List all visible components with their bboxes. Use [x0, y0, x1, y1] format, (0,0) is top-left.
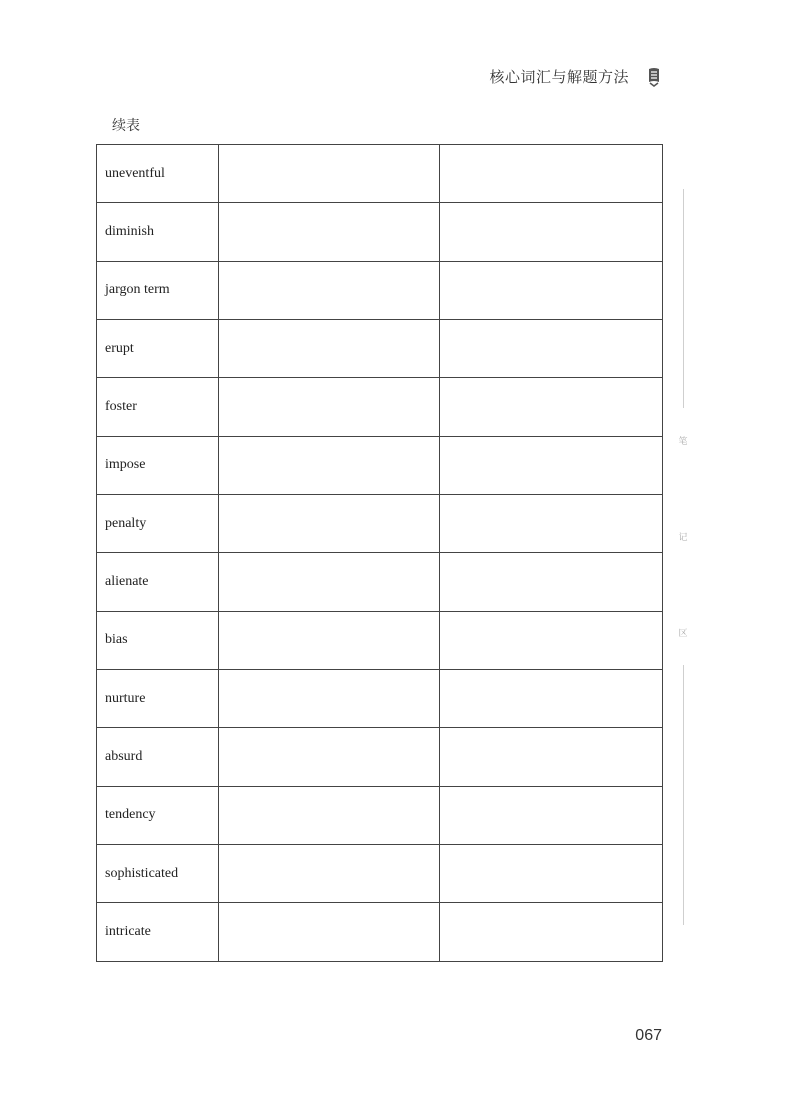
- vocabulary-table: [96, 144, 663, 962]
- blank-answer-cell[interactable]: [440, 728, 663, 786]
- blank-answer-cell[interactable]: [219, 320, 440, 378]
- blank-answer-cell[interactable]: [440, 670, 663, 728]
- vocab-word-cell: foster: [97, 378, 219, 436]
- vocab-word-cell: uneventful: [97, 145, 219, 203]
- blank-answer-cell[interactable]: [219, 553, 440, 611]
- blank-answer-cell[interactable]: [219, 845, 440, 903]
- notes-divider-bottom: [683, 665, 684, 925]
- table-row: [97, 611, 663, 669]
- table-row: [97, 378, 663, 436]
- blank-answer-cell[interactable]: [440, 436, 663, 494]
- blank-answer-cell[interactable]: [440, 553, 663, 611]
- vocab-word-cell: erupt: [97, 320, 219, 378]
- blank-answer-cell[interactable]: [440, 495, 663, 553]
- blank-answer-cell[interactable]: [219, 203, 440, 261]
- vocab-word-cell: jargon term: [97, 261, 219, 319]
- vocab-word-cell: tendency: [97, 786, 219, 844]
- notes-label-char: 记: [678, 533, 688, 543]
- table-row: [97, 436, 663, 494]
- blank-answer-cell[interactable]: [440, 611, 663, 669]
- vocab-word-cell: alienate: [97, 553, 219, 611]
- blank-answer-cell[interactable]: [440, 261, 663, 319]
- vocab-word-cell: intricate: [97, 903, 219, 962]
- blank-answer-cell[interactable]: [219, 378, 440, 436]
- blank-answer-cell[interactable]: [219, 495, 440, 553]
- continued-label: 续表: [112, 118, 140, 134]
- table-row: [97, 903, 663, 962]
- blank-answer-cell[interactable]: [440, 203, 663, 261]
- blank-answer-cell[interactable]: [219, 903, 440, 962]
- blank-answer-cell[interactable]: [440, 903, 663, 962]
- blank-answer-cell[interactable]: [219, 145, 440, 203]
- blank-answer-cell[interactable]: [219, 728, 440, 786]
- table-row: [97, 728, 663, 786]
- vocab-word-cell: diminish: [97, 203, 219, 261]
- blank-answer-cell[interactable]: [440, 845, 663, 903]
- blank-answer-cell[interactable]: [219, 261, 440, 319]
- table-row: [97, 670, 663, 728]
- notes-label-char: 笔: [678, 437, 688, 447]
- vocab-word-cell: penalty: [97, 495, 219, 553]
- vocab-word-cell: impose: [97, 436, 219, 494]
- table-row: [97, 145, 663, 203]
- table-row: [97, 845, 663, 903]
- notes-divider-top: [683, 189, 684, 408]
- blank-answer-cell[interactable]: [440, 786, 663, 844]
- table-row: [97, 553, 663, 611]
- blank-answer-cell[interactable]: [440, 320, 663, 378]
- vocab-word-cell: nurture: [97, 670, 219, 728]
- blank-answer-cell[interactable]: [219, 611, 440, 669]
- blank-answer-cell[interactable]: [219, 670, 440, 728]
- table-row: [97, 320, 663, 378]
- vocabulary-table-body: [97, 145, 663, 962]
- table-row: [97, 203, 663, 261]
- table-row: [97, 261, 663, 319]
- table-row: [97, 786, 663, 844]
- table-row: [97, 495, 663, 553]
- page-header-title: 核心词汇与解题方法: [489, 68, 629, 86]
- vocab-word-cell: bias: [97, 611, 219, 669]
- blank-answer-cell[interactable]: [219, 786, 440, 844]
- book-badge-icon: [646, 67, 662, 87]
- vocab-word-cell: sophisticated: [97, 845, 219, 903]
- vocab-word-cell: absurd: [97, 728, 219, 786]
- blank-answer-cell[interactable]: [440, 145, 663, 203]
- blank-answer-cell[interactable]: [219, 436, 440, 494]
- page-number: 067: [635, 1027, 662, 1044]
- blank-answer-cell[interactable]: [440, 378, 663, 436]
- notes-label-char: 区: [678, 629, 688, 639]
